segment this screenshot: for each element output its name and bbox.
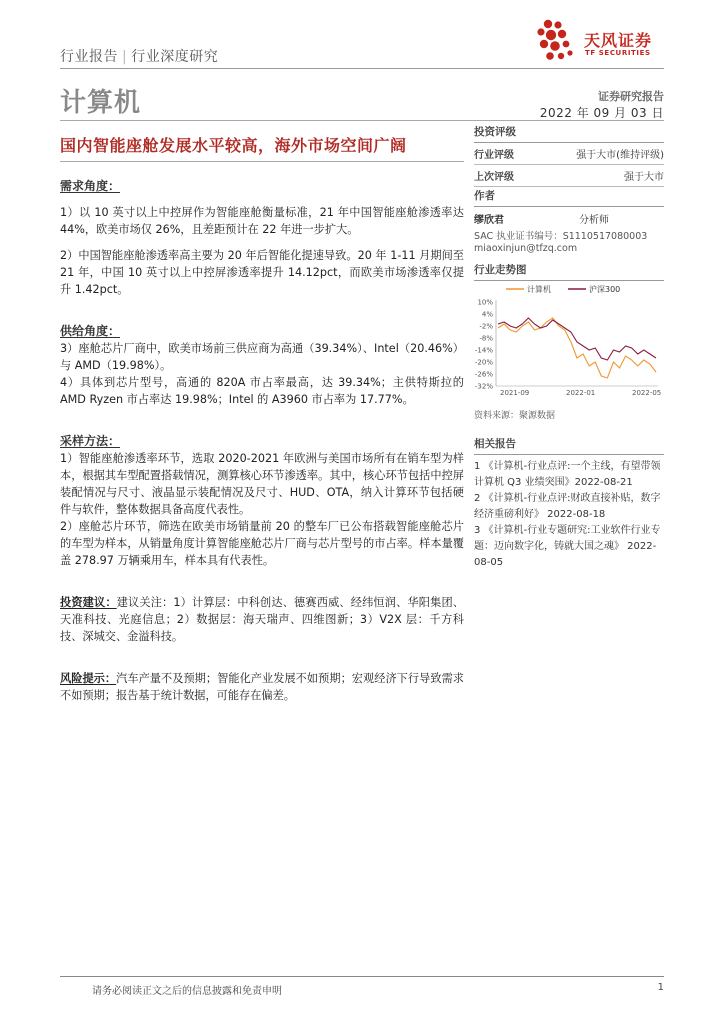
y-tick-label: -8%: [479, 334, 493, 343]
report-category: [60, 46, 218, 66]
y-tick-label: -32%: [474, 382, 493, 391]
author-line: [474, 211, 609, 226]
supply-heading: 供给角度：: [60, 324, 121, 338]
invest-text: 建议关注：1）计算层：中科创达、德赛西威、经纬恒润、华阳集团、天准科技、光庭信息；2）数据层：海天瑞声、四维图新；3）V2X 层：千方科技、深城交、金溢科技。: [60, 596, 464, 643]
invest-heading: 投资建议：: [60, 596, 117, 609]
method-paragraph-1: 1）智能座舱渗透率环节，选取 2020-2021 年欧洲与美国市场所有在销车型为样本，根据其车型配置搭载情况，测算核心环节渗透率。其中，核心环节包括中控屏装配情况与尺寸、液晶显示装配情况及尺寸、HUD、OTA，纳入计算环节包括硬件与软件，整体数据具备高度代表性。: [60, 452, 464, 516]
supply-paragraph-1: 3）座舱芯片厂商中，欧美市场前三供应商为高通（39.34%）、Intel（20.46%）与 AMD（19.98%）。: [60, 342, 464, 372]
footer-divider: [60, 976, 664, 977]
header-divider: [60, 68, 664, 69]
category-label: 行业报告: [60, 49, 118, 65]
related-item[interactable]: 3 《计算机-行业专题研究:工业软件行业专题：迈向数字化，铸就大国之魂》 2022-08-05: [474, 525, 661, 568]
sector-title: 计算机: [60, 88, 142, 118]
trend-heading: 行业走势图: [474, 262, 664, 281]
legend-label: 计算机: [527, 285, 551, 294]
author-panel: [474, 188, 664, 254]
y-tick-label: -2%: [479, 322, 493, 331]
title-divider-top: [60, 120, 664, 121]
footer-disclaimer: 请务必阅读正文之后的信息披露和免责申明: [92, 986, 282, 997]
invest-paragraph: [60, 594, 464, 645]
analyst-email[interactable]: miaoxinjun@tfzq.com: [474, 243, 578, 254]
rating-value: 强于大市(维持评级): [576, 150, 664, 161]
y-tick-label: 4%: [481, 310, 493, 319]
risk-text: 汽车产量不及预期；智能化产业发展不如预期；宏观经济下行导致需求不如预期；报告基于统计数据，可能存在偏差。: [60, 672, 464, 702]
main-content: [60, 178, 464, 704]
author-heading: 作者: [474, 188, 664, 207]
trend-panel: [474, 262, 664, 281]
demand-paragraph-2: 2）中国智能座舱渗透率高主要为 20 年后智能化提速导致。20 年 1-11 月期间至 21 年，中国 10 英寸以上中控屏渗透率提升 14.12pct，而欧美市场渗透率仅提升 1.42pct。: [60, 249, 464, 296]
report-type: 证券研究报告: [598, 90, 664, 103]
related-panel: [474, 436, 664, 571]
rating-label: 行业评级: [474, 150, 514, 161]
x-tick-label: 2021-09: [500, 389, 530, 397]
x-tick-label: 2022-05: [632, 389, 662, 397]
title-divider-bottom: [60, 161, 464, 162]
supply-paragraph-2: 4）具体到芯片型号，高通的 820A 市占率最高，达 39.34%；主供特斯拉的 AMD Ryzen 市占率达 19.98%；Intel 的 A3960 市占率为 17.77%。: [60, 376, 464, 406]
y-tick-label: 10%: [477, 298, 493, 307]
logo-text-en: TF SECURITIES: [585, 49, 651, 57]
analyst-name: 缪欣君: [474, 215, 504, 226]
legend-label: 沪深300: [589, 285, 621, 294]
demand-heading: 需求角度：: [60, 179, 121, 193]
trend-chart: [474, 280, 664, 400]
y-tick-label: -26%: [474, 370, 493, 379]
report-date: 2022 年 09 月 03 日: [539, 106, 664, 120]
analyst-role: 分析师: [579, 215, 609, 226]
y-tick-label: -14%: [474, 346, 493, 355]
subcategory-label: 行业深度研究: [131, 49, 219, 65]
y-tick-label: -20%: [474, 358, 493, 367]
demand-paragraph-1: 1）以 10 英寸以上中控屏作为智能座舱衡量标准，21 年中国智能座舱渗透率达 44%，欧美市场仅 26%，且差距预计在 22 年进一步扩大。: [60, 206, 464, 236]
rating-value: 强于大市: [624, 172, 664, 183]
related-list: [474, 459, 664, 571]
related-item[interactable]: 2 《计算机-行业点评:财政直接补贴，数字经济重磅利好》 2022-08-18: [474, 493, 661, 520]
logo-text-cn: 天风证券: [584, 31, 653, 50]
category-separator: |: [122, 49, 128, 65]
analyst-license: SAC 执业证书编号：S1110517080003: [474, 231, 648, 242]
rating-row-previous: [474, 165, 664, 187]
method-heading: 采样方法：: [60, 434, 121, 448]
report-title: 国内智能座舱发展水平较高，海外市场空间广阔: [60, 136, 407, 155]
rating-row-industry: [474, 143, 664, 165]
page-number: 1: [657, 982, 664, 993]
rating-label: 上次评级: [474, 172, 514, 183]
risk-paragraph: [60, 670, 464, 704]
chart-source: 资料来源：聚源数据: [474, 411, 556, 421]
method-paragraph-2: 2）座舱芯片环节，筛选在欧美市场销量前 20 的整车厂已公布搭载智能座舱芯片的车型为样本，从销量角度计算智能座舱芯片厂商与芯片型号的市占率。样本量覆盖 278.97 万辆乘用车，样本具有代表性。: [60, 520, 464, 567]
rating-panel: [474, 124, 664, 187]
series-line: [498, 318, 656, 360]
related-heading: 相关报告: [474, 436, 664, 455]
rating-heading: 投资评级: [474, 124, 664, 143]
x-tick-label: 2022-01: [566, 389, 596, 397]
risk-heading: 风险提示：: [60, 672, 117, 685]
related-item[interactable]: 1 《计算机-行业点评:一个主线，有望带领计算机 Q3 业绩突围》2022-08-21: [474, 461, 661, 488]
